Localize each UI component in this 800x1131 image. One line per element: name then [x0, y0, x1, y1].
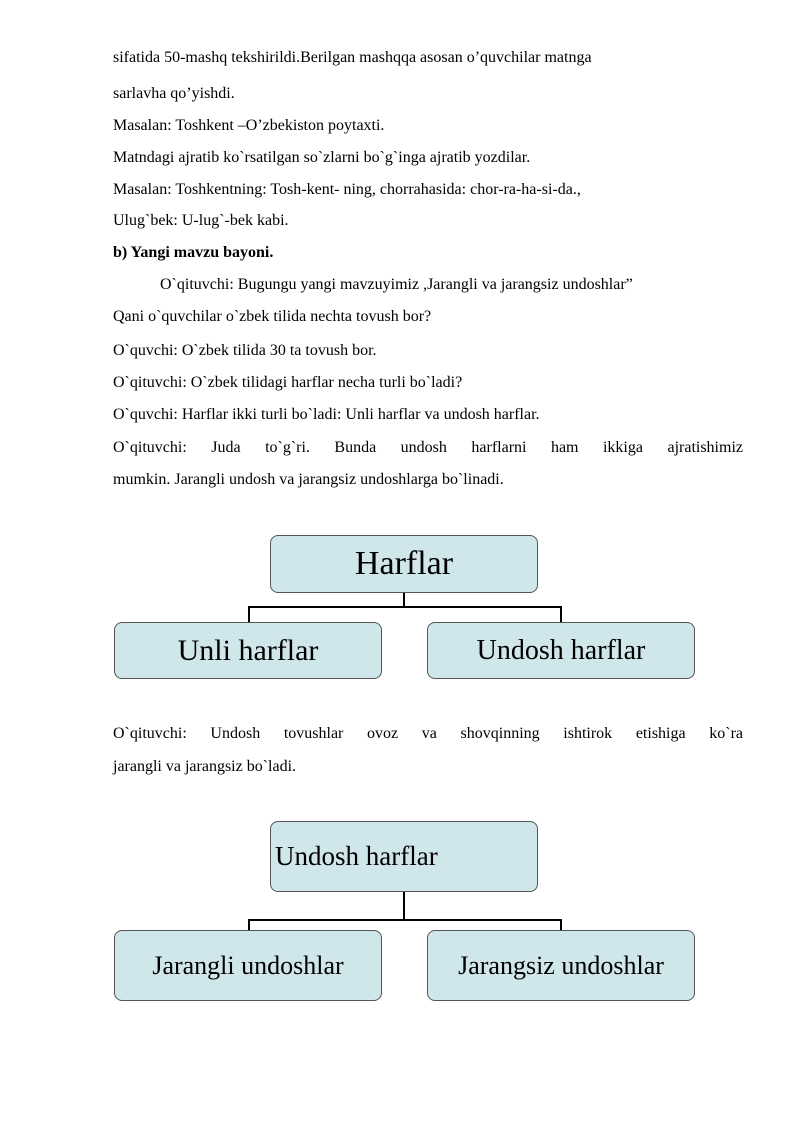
- diagram1-connector-right: [560, 606, 562, 622]
- diagram2-connector-right: [560, 919, 562, 930]
- diagram1-connector-horizontal: [248, 606, 562, 608]
- text-line-13: O`qituvchi: Juda to`g`ri. Bunda undosh harflarni ham ikkiga ajratishimiz: [113, 439, 743, 456]
- text-line-12: O`quvchi: Harflar ikki turli bo`ladi: Unli harflar va undosh harflar.: [113, 406, 540, 423]
- diagram2-connector-horizontal: [248, 919, 562, 921]
- text-line-3: Masalan: Toshkent –O’zbekiston poytaxti.: [113, 117, 385, 134]
- diagram1-connector-left: [248, 606, 250, 622]
- diagram2-right-box: Jarangsiz undoshlar: [427, 930, 695, 1001]
- text-line-10: O`quvchi: O`zbek tilida 30 ta tovush bor.: [113, 342, 377, 359]
- diagram1-connector-vertical: [403, 593, 405, 607]
- text-line-4: Matndagi ajratib ko`rsatilgan so`zlarni bo`g`inga ajratib yozdilar.: [113, 149, 531, 166]
- text-line-11: O`qituvchi: O`zbek tilidagi harflar necha turli bo`ladi?: [113, 374, 463, 391]
- diagram2-root-box: Undosh harflar: [270, 821, 538, 892]
- text-line-15: O`qituvchi: Undosh tovushlar ovoz va shovqinning ishtirok etishiga ko`ra: [113, 725, 743, 742]
- section-heading: b) Yangi mavzu bayoni.: [113, 244, 274, 261]
- diagram1-left-box: Unli harflar: [114, 622, 382, 679]
- text-line-16: jarangli va jarangsiz bo`ladi.: [113, 758, 297, 775]
- text-line-1: sifatida 50-mashq tekshirildi.Berilgan mashqqa asosan o’quvchilar matnga: [113, 49, 592, 66]
- diagram1-root-box: Harflar: [270, 535, 538, 593]
- text-line-2: sarlavha qo’yishdi.: [113, 85, 235, 102]
- text-line-14: mumkin. Jarangli undosh va jarangsiz undoshlarga bo`linadi.: [113, 471, 504, 488]
- text-line-9: Qani o`quvchilar o`zbek tilida nechta tovush bor?: [113, 308, 432, 325]
- text-line-6: Ulug`bek: U-lug`-bek kabi.: [113, 212, 289, 229]
- diagram2-left-box: Jarangli undoshlar: [114, 930, 382, 1001]
- text-line-8: O`qituvchi: Bugungu yangi mavzuyimiz ,Jarangli va jarangsiz undoshlar”: [160, 276, 633, 293]
- diagram2-connector-left: [248, 919, 250, 930]
- text-line-5: Masalan: Toshkentning: Tosh-kent- ning, chorrahasida: chor-ra-ha-si-da.,: [113, 181, 581, 198]
- diagram1-right-box: Undosh harflar: [427, 622, 695, 679]
- diagram2-connector-vertical: [403, 892, 405, 920]
